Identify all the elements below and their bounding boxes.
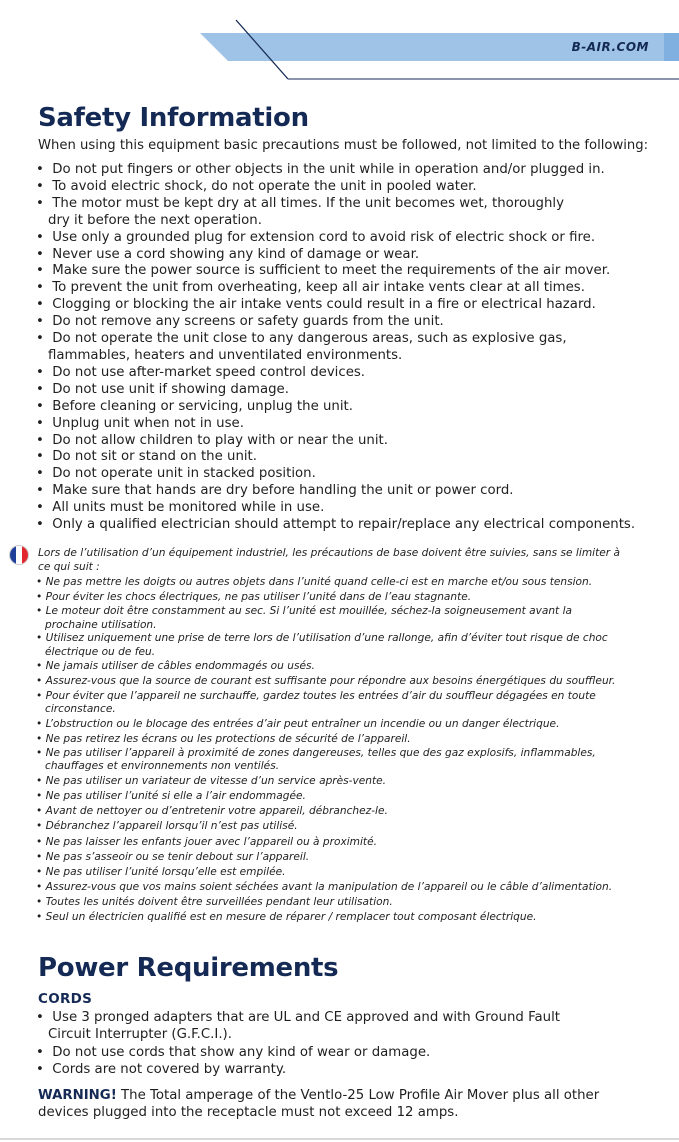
- safety-list-en: [36, 162, 671, 534]
- list-item: • Débranchez l’appareil lorsqu’il n’est pas utilisé.: [36, 819, 671, 834]
- flag-red: [22, 546, 28, 564]
- list-item: • Do not allow children to play with or near the unit.: [36, 433, 671, 450]
- list-item: • Ne pas laisser les enfants jouer avec l’appareil ou à proximité.: [36, 835, 671, 850]
- list-item: • Do not put fingers or other objects in the unit while in operation and/or plugged in.: [36, 162, 671, 179]
- list-item: • Pour éviter les chocs électriques, ne pas utiliser l’unité dans de l’eau stagnante.: [36, 590, 671, 605]
- list-item: • Use 3 pronged adapters that are UL and CE approved and with Ground Fault Circuit Interrupter (G.F.C.I.).: [36, 1009, 671, 1044]
- list-item: • To avoid electric shock, do not operate the unit in pooled water.: [36, 179, 671, 196]
- power-title: Power Requirements: [38, 953, 339, 983]
- list-item: • Do not use unit if showing damage.: [36, 382, 671, 399]
- list-item: • Ne pas utiliser l’unité lorsqu’elle est empilée.: [36, 865, 671, 880]
- list-item: • Ne jamais utiliser de câbles endommagés ou usés.: [36, 659, 671, 674]
- list-item: • To prevent the unit from overheating, keep all air intake vents clear at all times.: [36, 280, 671, 297]
- list-item: • Pour éviter que l’appareil ne surchauffe, gardez toutes les entrées d’air du souffleur dégagées en toute circonstance.: [36, 690, 671, 717]
- list-item: • Clogging or blocking the air intake vents could result in a fire or electrical hazard.: [36, 297, 671, 314]
- list-item: • Assurez-vous que la source de courant est suffisante pour répondre aux besoins énergétiques du souffleur.: [36, 674, 671, 689]
- warning-note: [38, 1087, 668, 1121]
- cords-list: [36, 1009, 671, 1078]
- list-item: • Never use a cord showing any kind of damage or wear.: [36, 247, 671, 264]
- safety-title: Safety Information: [38, 103, 309, 133]
- list-item: • Utilisez uniquement une prise de terre lors de l’utilisation d’une rallonge, afin d’éviter tout risque de choc électrique ou de feu.: [36, 632, 671, 659]
- list-item: • Ne pas retirez les écrans ou les protections de sécurité de l’appareil.: [36, 732, 671, 747]
- list-item: • Ne pas mettre les doigts ou autres objets dans l’unité quand celle-ci est en marche et/ou sous tension.: [36, 575, 671, 590]
- bottom-rule: [0, 1138, 679, 1140]
- list-item: • Unplug unit when not in use.: [36, 416, 671, 433]
- list-item: • Cords are not covered by warranty.: [36, 1061, 671, 1078]
- list-item: • Only a qualified electrician should attempt to repair/replace any electrical components.: [36, 517, 671, 534]
- list-item: • Do not use after-market speed control devices.: [36, 365, 671, 382]
- warning-label: WARNING!: [38, 1088, 117, 1103]
- warning-text: The Total amperage of the Ventlo-25 Low Profile Air Mover plus all other devices plugged into the receptacle must not exceed 12 amps.: [38, 1088, 600, 1120]
- list-item: • The motor must be kept dry at all times. If the unit becomes wet, thoroughly dry it before the next operation.: [36, 196, 671, 230]
- list-item: • Assurez-vous que vos mains soient séchées avant la manipulation de l’appareil ou le câble d’alimentation.: [36, 880, 671, 895]
- list-item: • Do not operate unit in stacked position.: [36, 466, 671, 483]
- list-item: • Avant de nettoyer ou d’entretenir votre appareil, débranchez-le.: [36, 804, 671, 819]
- french-flag-icon: [9, 545, 29, 565]
- brand-logo: B-AIR.COM: [571, 40, 649, 54]
- list-item: • Ne pas s’asseoir ou se tenir debout sur l’appareil.: [36, 850, 671, 865]
- safety-list-fr: [36, 575, 671, 926]
- list-item: • Toutes les unités doivent être surveillées pendant leur utilisation.: [36, 895, 671, 910]
- list-item: • Do not operate the unit close to any dangerous areas, such as explosive gas, flammables, heaters and unventilated environments.: [36, 331, 671, 365]
- list-item: • Le moteur doit être constamment au sec. Si l’unité est mouillée, séchez-la soigneusement avant la prochaine utilisation.: [36, 605, 671, 632]
- list-item: • Ne pas utiliser un variateur de vitesse d’un service après-vente.: [36, 774, 671, 789]
- list-item: • Do not sit or stand on the unit.: [36, 449, 671, 466]
- list-item: • Before cleaning or servicing, unplug the unit.: [36, 399, 671, 416]
- list-item: • All units must be monitored while in use.: [36, 500, 671, 517]
- list-item: • Do not use cords that show any kind of wear or damage.: [36, 1044, 671, 1061]
- list-item: • Make sure that hands are dry before handling the unit or power cord.: [36, 483, 671, 500]
- list-item: • Use only a grounded plug for extension cord to avoid risk of electric shock or fire.: [36, 230, 671, 247]
- list-item: • Do not remove any screens or safety guards from the unit.: [36, 314, 671, 331]
- safety-intro-fr: Lors de l’utilisation d’un équipement industriel, les précautions de base doivent être suivies, sans se limiter à ce qui suit :: [38, 547, 620, 573]
- list-item: • Ne pas utiliser l’appareil à proximité de zones dangereuses, telles que des gaz explosifs, inflammables, chauffages et environnements non ventilés.: [36, 747, 671, 774]
- list-item: • Make sure the power source is sufficient to meet the requirements of the air mover.: [36, 263, 671, 280]
- list-item: • Seul un électricien qualifié est en mesure de réparer / remplacer tout composant électrique.: [36, 910, 671, 925]
- list-item: • L’obstruction ou le blocage des entrées d’air peut entraîner un incendie ou un danger électrique.: [36, 717, 671, 732]
- cords-label: CORDS: [38, 991, 93, 1007]
- list-item: • Ne pas utiliser l’unité si elle a l’air endommagée.: [36, 789, 671, 804]
- header-stripe-accent: [664, 33, 679, 61]
- safety-intro: When using this equipment basic precautions must be followed, not limited to the following:: [38, 138, 649, 153]
